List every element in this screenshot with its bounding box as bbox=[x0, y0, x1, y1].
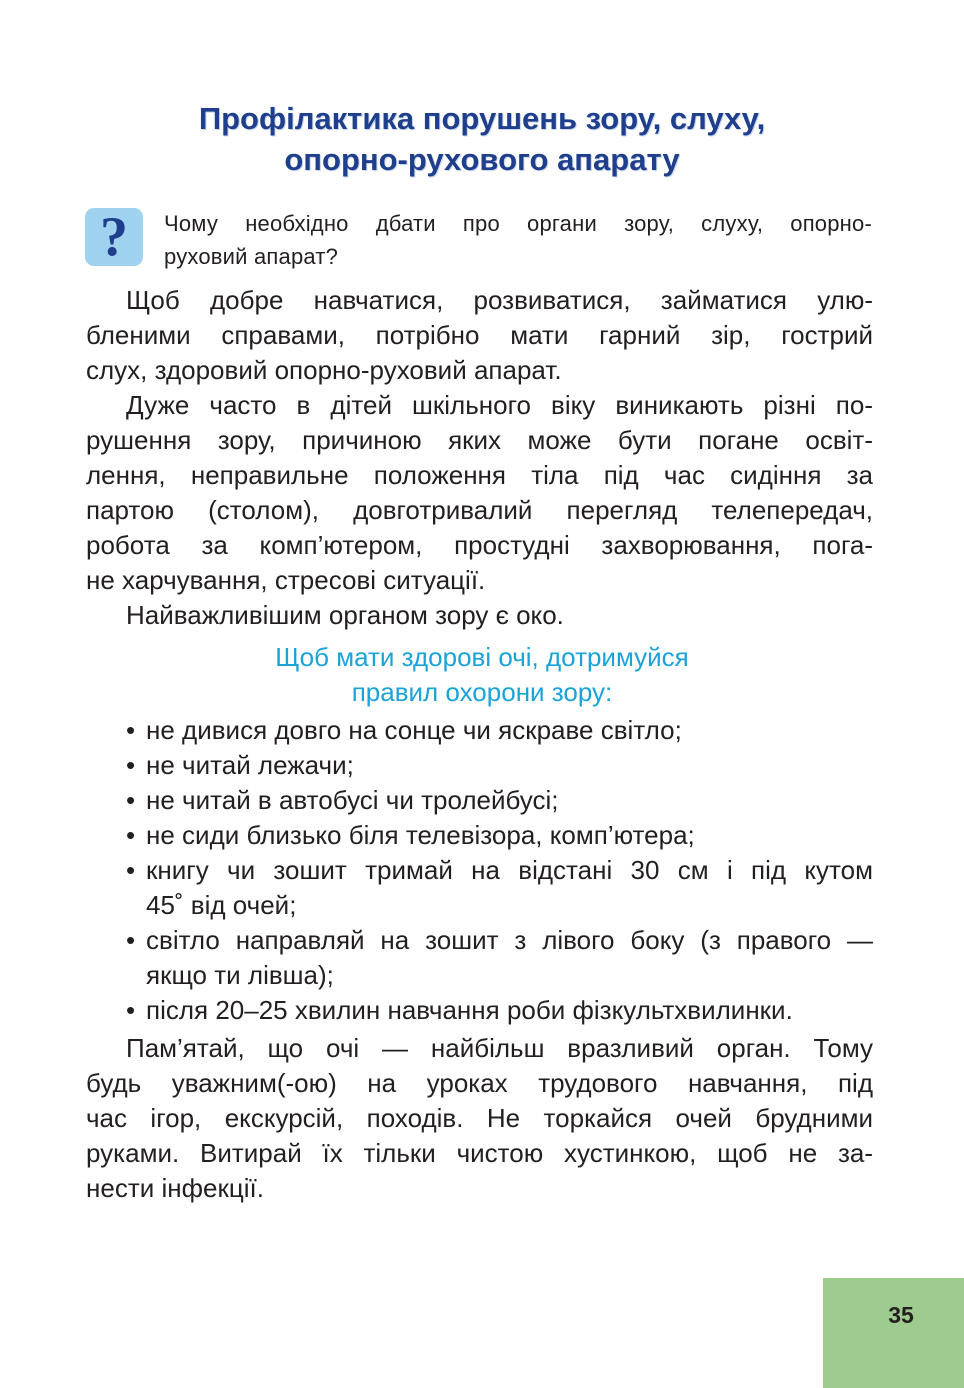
paragraph-1 bbox=[86, 283, 873, 388]
question-text bbox=[164, 207, 872, 273]
list-item-text: світло направляй на зошит з лівого боку (з правого — bbox=[146, 925, 873, 955]
paragraph-2-line: партою (столом), довготривалий перегляд телепередач, bbox=[86, 495, 873, 525]
list-item bbox=[126, 993, 873, 1028]
paragraph-2-line: Дуже часто в дітей шкільного віку виникають різні по- bbox=[126, 390, 873, 420]
rules-heading bbox=[0, 640, 964, 710]
list-item bbox=[126, 783, 873, 818]
paragraph-4-line: час ігор, екскурсій, походів. Не торкайся очей брудними bbox=[86, 1103, 873, 1133]
page-title bbox=[0, 98, 964, 180]
paragraph-1-line: бленими справами, потрібно мати гарний зір, гострий bbox=[86, 320, 873, 350]
paragraph-2-line: не харчування, стресові ситуації. bbox=[86, 565, 486, 595]
paragraph-2 bbox=[86, 388, 873, 598]
paragraph-2-line: рушення зору, причиною яких може бути погане освіт- bbox=[86, 425, 873, 455]
bullet-icon: • bbox=[126, 715, 136, 745]
list-item-text: книгу чи зошит тримай на відстані 30 см і під кутом bbox=[146, 855, 873, 885]
page-number: 35 bbox=[888, 1302, 914, 1328]
bullet-icon: • bbox=[126, 820, 136, 850]
title-line-1: Профілактика порушень зору, слуху, bbox=[198, 101, 766, 136]
bullet-icon: • bbox=[126, 995, 136, 1025]
list-item bbox=[126, 818, 873, 853]
paragraph-4-line: нести інфекції. bbox=[86, 1173, 264, 1203]
bullet-icon: • bbox=[126, 750, 136, 780]
list-item-text-cont: якщо ти лівша); bbox=[146, 960, 334, 990]
paragraph-4-line: Пам’ятай, що очі — найбільш вразливий орган. Тому bbox=[126, 1033, 873, 1063]
title-line-2: опорно-рухового апарату bbox=[284, 142, 680, 177]
page-number-tab bbox=[823, 1278, 964, 1388]
paragraph-1-line: слух, здоровий опорно-руховий апарат. bbox=[86, 355, 562, 385]
list-item bbox=[126, 713, 873, 748]
paragraph-1-line: Щоб добре навчатися, розвиватися, займатися улю- bbox=[126, 285, 873, 315]
list-item bbox=[126, 853, 873, 923]
paragraph-4-line: руками. Витирай їх тільки чистою хустинкою, щоб не за- bbox=[86, 1138, 873, 1168]
question-line-2: руховий апарат? bbox=[164, 244, 339, 269]
list-item-text: після 20–25 хвилин навчання роби фізкультхвилинки. bbox=[146, 995, 793, 1025]
paragraph-2-line: робота за комп’ютером, простудні захворювання, пога- bbox=[86, 530, 873, 560]
list-item-text: не сиди близько біля телевізора, комп’ютера; bbox=[146, 820, 695, 850]
question-line-1: Чому необхідно дбати про органи зору, слуху, опорно- bbox=[164, 211, 872, 236]
paragraph-2-line: лення, неправильне положення тіла під час сидіння за bbox=[86, 460, 873, 490]
bullet-icon: • bbox=[126, 925, 136, 955]
list-item-text-cont: 45˚ від очей; bbox=[146, 890, 297, 920]
list-item-text: не читай лежачи; bbox=[146, 750, 354, 780]
bullet-icon: • bbox=[126, 785, 136, 815]
list-item bbox=[126, 923, 873, 993]
list-item-text: не читай в автобусі чи тролейбусі; bbox=[146, 785, 559, 815]
list-item-text: не дивися довго на сонце чи яскраве світло; bbox=[146, 715, 682, 745]
paragraph-4-line: будь уважним(-ою) на уроках трудового навчання, під bbox=[86, 1068, 873, 1098]
paragraph-3 bbox=[86, 598, 873, 633]
bullet-icon: • bbox=[126, 855, 136, 885]
paragraph-3-line: Найважливішим органом зору є око. bbox=[126, 600, 564, 630]
paragraph-4 bbox=[86, 1031, 873, 1206]
eye-care-rules-list bbox=[126, 713, 873, 1028]
rules-heading-line-1: Щоб мати здорові очі, дотримуйся bbox=[275, 642, 689, 672]
question-glyph: ? bbox=[100, 206, 128, 268]
list-item bbox=[126, 748, 873, 783]
question-mark-icon bbox=[85, 208, 143, 266]
rules-heading-line-2: правил охорони зору: bbox=[351, 677, 613, 707]
